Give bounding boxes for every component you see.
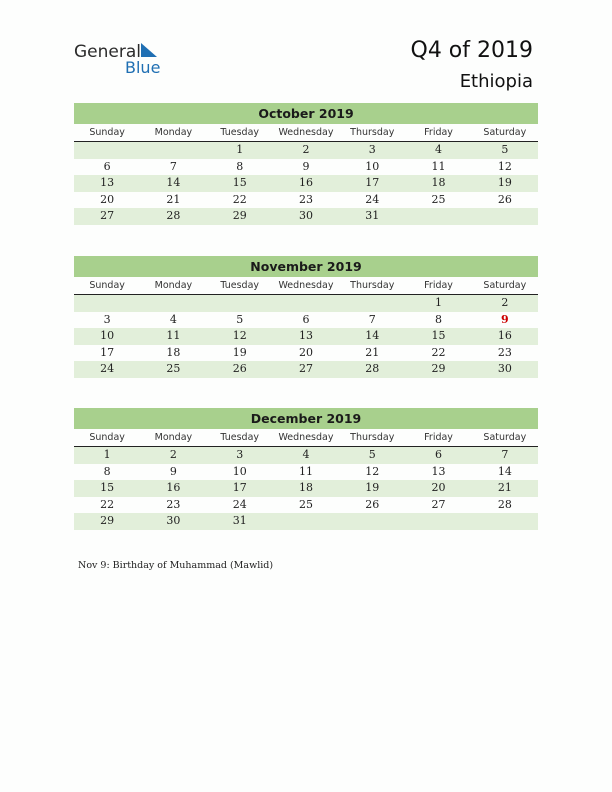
- day-cell: 10: [365, 159, 380, 173]
- day-cell: 25: [431, 192, 446, 206]
- weekday-label: Tuesday: [220, 127, 260, 138]
- day-cell: 27: [100, 209, 115, 222]
- week-row: [74, 480, 538, 497]
- month-november: [74, 256, 538, 378]
- week-row: [74, 175, 538, 192]
- week-row: [74, 447, 538, 464]
- holiday-note: Nov 9: Birthday of Muhammad (Mawlid): [78, 560, 274, 571]
- day-cell: 24: [365, 192, 380, 206]
- day-cell: 8: [435, 312, 443, 326]
- day-cell: 23: [298, 192, 313, 206]
- logo-triangle-icon: [141, 43, 157, 59]
- weekday-label: Friday: [424, 280, 453, 291]
- general-blue-logo: [74, 42, 184, 78]
- day-cell: 13: [298, 329, 313, 342]
- day-cell: 15: [232, 176, 247, 189]
- day-cell: 6: [435, 448, 443, 461]
- day-cell: 31: [365, 209, 380, 222]
- day-cell: [472, 513, 538, 530]
- day-cell: 5: [501, 143, 509, 156]
- day-cell: 11: [166, 329, 181, 342]
- weekday-header-row: [74, 429, 538, 447]
- day-cell: 18: [166, 345, 181, 359]
- weekday-label: Tuesday: [220, 280, 260, 291]
- day-cell: 15: [431, 329, 446, 342]
- day-cell: 29: [232, 209, 247, 222]
- day-cell: 16: [298, 176, 313, 189]
- day-cell: 12: [232, 329, 247, 342]
- day-cell: 17: [232, 481, 247, 494]
- week-row: [74, 464, 538, 481]
- day-cell: 26: [497, 192, 512, 206]
- page-title: Q4 of 2019: [410, 38, 533, 63]
- day-cell: 25: [298, 497, 313, 511]
- weeks: [74, 447, 538, 530]
- day-cell: 22: [431, 345, 446, 359]
- month-title: October 2019: [74, 103, 538, 124]
- day-cell: 1: [103, 448, 111, 461]
- day-cell: 23: [166, 497, 181, 511]
- day-cell: 27: [298, 362, 313, 375]
- day-cell: 21: [365, 345, 380, 359]
- day-cell: 7: [169, 159, 177, 173]
- week-row: [74, 208, 538, 225]
- day-cell: 11: [298, 464, 313, 478]
- weekday-header-row: [74, 124, 538, 142]
- day-cell: [140, 295, 206, 312]
- day-cell: 6: [103, 159, 111, 173]
- country-name: Ethiopia: [459, 71, 533, 92]
- day-cell: 21: [166, 192, 181, 206]
- day-cell: [405, 208, 471, 225]
- week-row: [74, 345, 538, 362]
- day-cell: 14: [497, 464, 512, 478]
- weekday-label: Sunday: [89, 127, 125, 138]
- weekday-label: Thursday: [350, 432, 395, 443]
- weekday-label: Tuesday: [220, 432, 260, 443]
- day-cell: [339, 513, 405, 530]
- day-cell: 24: [100, 362, 115, 375]
- day-cell: 14: [166, 176, 181, 189]
- weekday-label: Sunday: [89, 432, 125, 443]
- day-cell: 7: [501, 448, 509, 461]
- weekday-label: Saturday: [483, 432, 527, 443]
- day-cell: 28: [365, 362, 380, 375]
- weekday-label: Thursday: [350, 280, 395, 291]
- day-cell: 26: [365, 497, 380, 511]
- day-cell: 4: [302, 448, 310, 461]
- day-cell: 5: [368, 448, 376, 461]
- weeks: [74, 295, 538, 378]
- day-cell: 10: [232, 464, 247, 478]
- day-cell: 29: [100, 514, 115, 527]
- weekday-label: Friday: [424, 127, 453, 138]
- day-cell: 24: [232, 497, 247, 511]
- weekday-label: Wednesday: [278, 127, 334, 138]
- day-cell: 30: [497, 362, 512, 375]
- day-cell: 19: [365, 481, 380, 494]
- month-title: December 2019: [74, 408, 538, 429]
- day-cell: 3: [368, 143, 376, 156]
- day-cell: 28: [166, 209, 181, 222]
- day-cell: 15: [100, 481, 115, 494]
- day-cell: 12: [365, 464, 380, 478]
- day-cell: 18: [431, 176, 446, 189]
- day-cell: [273, 513, 339, 530]
- logo-general-text: General: [74, 42, 141, 62]
- day-cell: 20: [431, 481, 446, 494]
- day-cell: 22: [232, 192, 247, 206]
- week-row: [74, 497, 538, 514]
- day-cell: 13: [100, 176, 115, 189]
- day-cell: 16: [166, 481, 181, 494]
- week-row: [74, 295, 538, 312]
- day-cell: 22: [100, 497, 115, 511]
- day-cell: [405, 513, 471, 530]
- day-cell: 26: [232, 362, 247, 375]
- week-row: [74, 312, 538, 329]
- week-row: [74, 192, 538, 209]
- day-cell: 16: [497, 329, 512, 342]
- day-cell: 13: [431, 464, 446, 478]
- day-cell: 20: [100, 192, 115, 206]
- day-cell: 1: [236, 143, 244, 156]
- weekday-label: Saturday: [483, 127, 527, 138]
- weeks: [74, 142, 538, 225]
- weekday-header-row: [74, 277, 538, 295]
- day-cell: [472, 208, 538, 225]
- weekday-label: Thursday: [350, 127, 395, 138]
- day-cell: 18: [298, 481, 313, 494]
- day-cell: 9: [302, 159, 310, 173]
- weekday-label: Wednesday: [278, 432, 334, 443]
- day-cell: 6: [302, 312, 310, 326]
- day-cell: 20: [298, 345, 313, 359]
- weekday-label: Saturday: [483, 280, 527, 291]
- day-cell: 4: [435, 143, 443, 156]
- month-december: [74, 408, 538, 530]
- day-cell: [74, 295, 140, 312]
- day-cell: [207, 295, 273, 312]
- day-cell: 5: [236, 312, 244, 326]
- day-cell: 2: [302, 143, 310, 156]
- day-cell: 2: [169, 448, 177, 461]
- day-cell: [74, 142, 140, 159]
- week-row: [74, 361, 538, 378]
- month-title: November 2019: [74, 256, 538, 277]
- day-cell: 23: [497, 345, 512, 359]
- day-cell: 8: [103, 464, 111, 478]
- day-cell: 28: [497, 497, 512, 511]
- day-cell: 14: [365, 329, 380, 342]
- week-row: [74, 328, 538, 345]
- weekday-label: Monday: [154, 127, 193, 138]
- day-cell: 19: [497, 176, 512, 189]
- day-cell: 1: [435, 296, 443, 309]
- weekday-label: Monday: [154, 432, 193, 443]
- day-cell: [339, 295, 405, 312]
- week-row: [74, 513, 538, 530]
- day-cell: 7: [368, 312, 376, 326]
- day-cell: [140, 142, 206, 159]
- week-row: [74, 142, 538, 159]
- logo-blue-text: Blue: [125, 58, 161, 77]
- day-cell: 11: [431, 159, 446, 173]
- day-cell: 3: [103, 312, 111, 326]
- day-cell: 9: [169, 464, 177, 478]
- day-cell: 10: [100, 329, 115, 342]
- day-cell: 3: [236, 448, 244, 461]
- day-cell: 25: [166, 362, 181, 375]
- weekday-label: Sunday: [89, 280, 125, 291]
- month-october: [74, 103, 538, 225]
- holiday-day-cell: 9: [501, 312, 509, 326]
- day-cell: 4: [169, 312, 177, 326]
- weekday-label: Monday: [154, 280, 193, 291]
- day-cell: 2: [501, 296, 509, 309]
- day-cell: 8: [236, 159, 244, 173]
- day-cell: 19: [232, 345, 247, 359]
- day-cell: 21: [497, 481, 512, 494]
- day-cell: 30: [166, 514, 181, 527]
- weekday-label: Friday: [424, 432, 453, 443]
- day-cell: 27: [431, 497, 446, 511]
- week-row: [74, 159, 538, 176]
- day-cell: 31: [232, 514, 247, 527]
- day-cell: [273, 295, 339, 312]
- day-cell: 29: [431, 362, 446, 375]
- day-cell: 17: [365, 176, 380, 189]
- day-cell: 30: [298, 209, 313, 222]
- weekday-label: Wednesday: [278, 280, 334, 291]
- day-cell: 12: [497, 159, 512, 173]
- day-cell: 17: [100, 345, 115, 359]
